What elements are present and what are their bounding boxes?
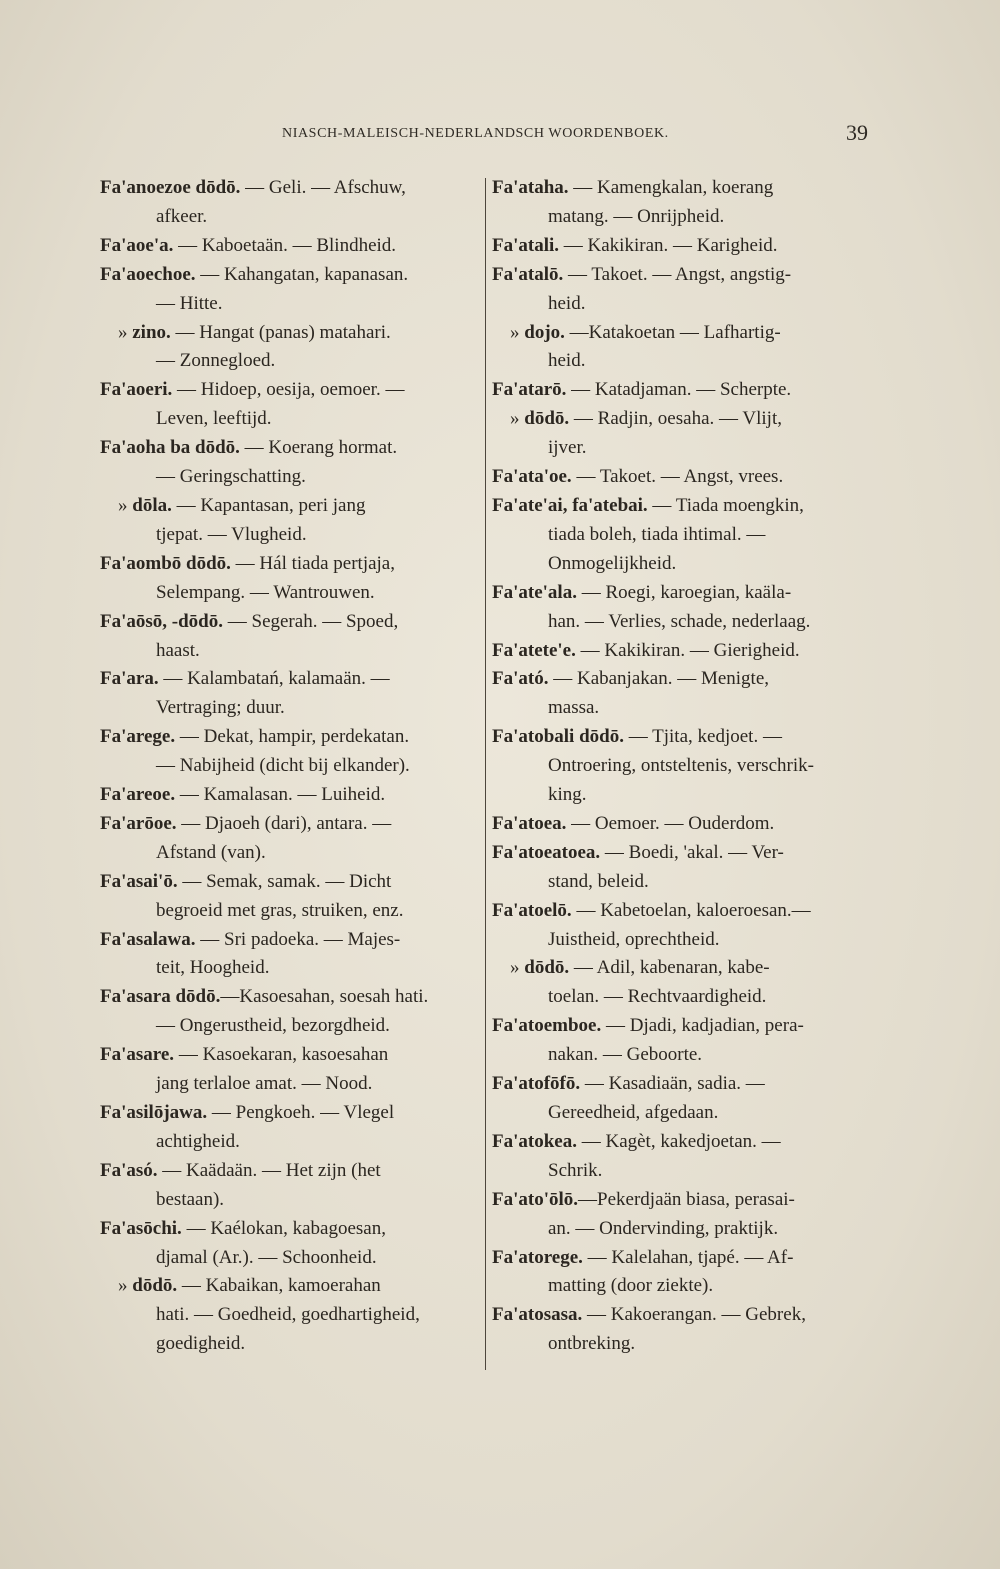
dictionary-line: begroeid met gras, struiken, enz. xyxy=(156,899,404,921)
dictionary-line: massa. xyxy=(548,697,600,719)
dictionary-line: achtigheid. xyxy=(156,1130,240,1152)
dictionary-line: heid. xyxy=(548,292,586,314)
dictionary-line: tjepat. — Vlugheid. xyxy=(156,523,307,545)
dictionary-line: — Zonnegloed. xyxy=(156,350,276,372)
dictionary-line: toelan. — Rechtvaardigheid. xyxy=(548,986,767,1008)
dictionary-line: Fa'aoe'a. — Kaboetaän. — Blindheid. xyxy=(100,234,397,256)
dictionary-line: Schrik. xyxy=(548,1159,603,1181)
dictionary-line: Fa'asilōjawa. — Pengkoeh. — Vlegel xyxy=(100,1102,395,1123)
dictionary-line: Fa'ato'ōlō.—Pekerdjaän biasa, perasai- xyxy=(492,1188,795,1210)
dictionary-line: hati. — Goedheid, goedhartigheid, xyxy=(156,1304,420,1326)
dictionary-line: Fa'aoechoe. — Kahangatan, kapanasan. xyxy=(100,263,409,285)
dictionary-line: matang. — Onrijpheid. xyxy=(548,205,725,227)
dictionary-line: teit, Hoogheid. xyxy=(156,957,270,979)
dictionary-line: han. — Verlies, schade, nederlaag. xyxy=(548,610,811,632)
dictionary-line: Fa'atoeatoea. — Boedi, 'akal. — Ver- xyxy=(492,841,784,863)
dictionary-line: tiada boleh, tiada ihtimal. — xyxy=(548,523,766,545)
dictionary-line: djamal (Ar.). — Schoonheid. xyxy=(156,1246,377,1268)
dictionary-line: Fa'aoha ba dōdō. — Koerang hormat. xyxy=(100,437,398,459)
dictionary-line: Fa'atokea. — Kagèt, kakedjoetan. — xyxy=(492,1130,781,1152)
dictionary-line: Fa'asai'ō. — Semak, samak. — Dicht xyxy=(100,870,392,892)
dictionary-line: Onmogelijkheid. xyxy=(548,552,677,574)
dictionary-line: ijver. xyxy=(548,437,587,459)
dictionary-line: Fa'asara dōdō.—Kasoesahan, soesah hati. xyxy=(100,986,429,1008)
dictionary-line: Fa'ate'ala. — Roegi, karoegian, kaäla- xyxy=(492,581,792,603)
dictionary-line: Fa'asalawa. — Sri padoeka. — Majes- xyxy=(100,928,401,950)
dictionary-line: afkeer. xyxy=(156,205,208,227)
dictionary-line: Fa'atobali dōdō. — Tjita, kedjoet. — xyxy=(492,726,782,748)
dictionary-line: goedigheid. xyxy=(156,1333,246,1355)
dictionary-line: Fa'atoemboe. — Djadi, kadjadian, pera- xyxy=(492,1015,804,1037)
dictionary-line: » dojo. —Katakoetan — Lafhartig- xyxy=(510,321,781,343)
dictionary-line: Fa'atete'e. — Kakikiran. — Gierigheid. xyxy=(492,639,800,661)
dictionary-line: — Ongerustheid, bezorgdheid. xyxy=(156,1015,390,1037)
dictionary-line: Fa'atoelō. — Kabetoelan, kaloeroesan.— xyxy=(492,899,811,921)
dictionary-line: matting (door ziekte). xyxy=(548,1275,714,1297)
dictionary-line: Fa'ata'oe. — Takoet. — Angst, vrees. xyxy=(492,466,784,488)
dictionary-line: Juistheid, oprechtheid. xyxy=(548,928,720,950)
dictionary-line: Fa'areoe. — Kamalasan. — Luiheid. xyxy=(100,784,386,806)
dictionary-line: Fa'atoea. — Oemoer. — Ouderdom. xyxy=(492,812,775,834)
dictionary-line: Fa'aōsō, -dōdō. — Segerah. — Spoed, xyxy=(100,610,399,632)
right-column xyxy=(492,174,874,1359)
dictionary-line: Gereedheid, afgedaan. xyxy=(548,1102,719,1123)
dictionary-line: Fa'aombō dōdō. — Hál tiada pertjaja, xyxy=(100,552,395,574)
dictionary-line: Afstand (van). xyxy=(156,841,266,863)
dictionary-line: Fa'atorege. — Kalelahan, tjapé. — Af- xyxy=(492,1246,794,1268)
page-number: 39 xyxy=(846,120,868,145)
column-divider xyxy=(485,178,486,1370)
dictionary-line: heid. xyxy=(548,350,586,372)
dictionary-line: — Hitte. xyxy=(156,292,223,314)
dictionary-line: Fa'ataha. — Kamengkalan, koerang xyxy=(492,177,774,198)
dictionary-line: Fa'asare. — Kasoekaran, kasoesahan xyxy=(100,1044,389,1066)
dictionary-line: Fa'ate'ai, fa'atebai. — Tiada moengkin, xyxy=(492,494,804,516)
dictionary-line: jang terlaloe amat. — Nood. xyxy=(156,1073,373,1095)
dictionary-line: Fa'atalō. — Takoet. — Angst, angstig- xyxy=(492,263,792,285)
dictionary-line: » dōdō. — Radjin, oesaha. — Vlijt, xyxy=(510,408,782,430)
dictionary-line: haast. xyxy=(156,639,200,661)
dictionary-line: Fa'atofōfō. — Kasadiaän, sadia. — xyxy=(492,1073,765,1095)
dictionary-line: Selempang. — Wantrouwen. xyxy=(156,581,375,603)
dictionary-line: Fa'arege. — Dekat, hampir, perdekatan. xyxy=(100,726,410,748)
dictionary-line: Fa'asó. — Kaädaän. — Het zijn (het xyxy=(100,1159,381,1181)
dictionary-line: Vertraging; duur. xyxy=(156,697,285,719)
dictionary-line: Fa'asōchi. — Kaélokan, kabagoesan, xyxy=(100,1217,386,1239)
dictionary-line: an. — Ondervinding, praktijk. xyxy=(548,1217,779,1239)
dictionary-line: Fa'atosasa. — Kakoerangan. — Gebrek, xyxy=(492,1304,806,1326)
dictionary-line: Fa'aoeri. — Hidoep, oesija, oemoer. — xyxy=(100,379,405,401)
dictionary-line: Fa'arōoe. — Djaoeh (dari), antara. — xyxy=(100,812,392,834)
dictionary-line: king. xyxy=(548,784,587,806)
dictionary-line: ontbreking. xyxy=(548,1333,636,1355)
dictionary-line: » dōdō. — Adil, kabenaran, kabe- xyxy=(510,957,770,979)
dictionary-line: stand, beleid. xyxy=(548,870,649,892)
dictionary-line: Fa'atali. — Kakikiran. — Karigheid. xyxy=(492,234,778,256)
dictionary-line: » dōdō. — Kabaikan, kamoerahan xyxy=(118,1275,381,1297)
dictionary-line: Fa'ara. — Kalambatań, kalamaän. — xyxy=(100,668,390,690)
dictionary-line: » dōla. — Kapantasan, peri jang xyxy=(118,494,366,516)
dictionary-line: nakan. — Geboorte. xyxy=(548,1044,703,1066)
running-header: NIASCH-MALEISCH-NEDERLANDSCH WOORDENBOEK. xyxy=(282,126,669,141)
dictionary-line: Fa'ató. — Kabanjakan. — Menigte, xyxy=(492,668,770,690)
dictionary-line: — Nabijheid (dicht bij elkander). xyxy=(156,755,410,777)
dictionary-line: — Geringschatting. xyxy=(156,466,306,488)
dictionary-line: Fa'anoezoe dōdō. — Geli. — Afschuw, xyxy=(100,177,406,198)
dictionary-line: bestaan). xyxy=(156,1188,225,1210)
dictionary-line: Ontroering, ontsteltenis, verschrik- xyxy=(548,755,814,777)
left-column xyxy=(100,174,482,1359)
dictionary-line: Leven, leeftijd. xyxy=(156,408,272,430)
dictionary-line: » zino. — Hangat (panas) matahari. xyxy=(118,321,391,343)
dictionary-line: Fa'atarō. — Katadjaman. — Scherpte. xyxy=(492,379,792,401)
